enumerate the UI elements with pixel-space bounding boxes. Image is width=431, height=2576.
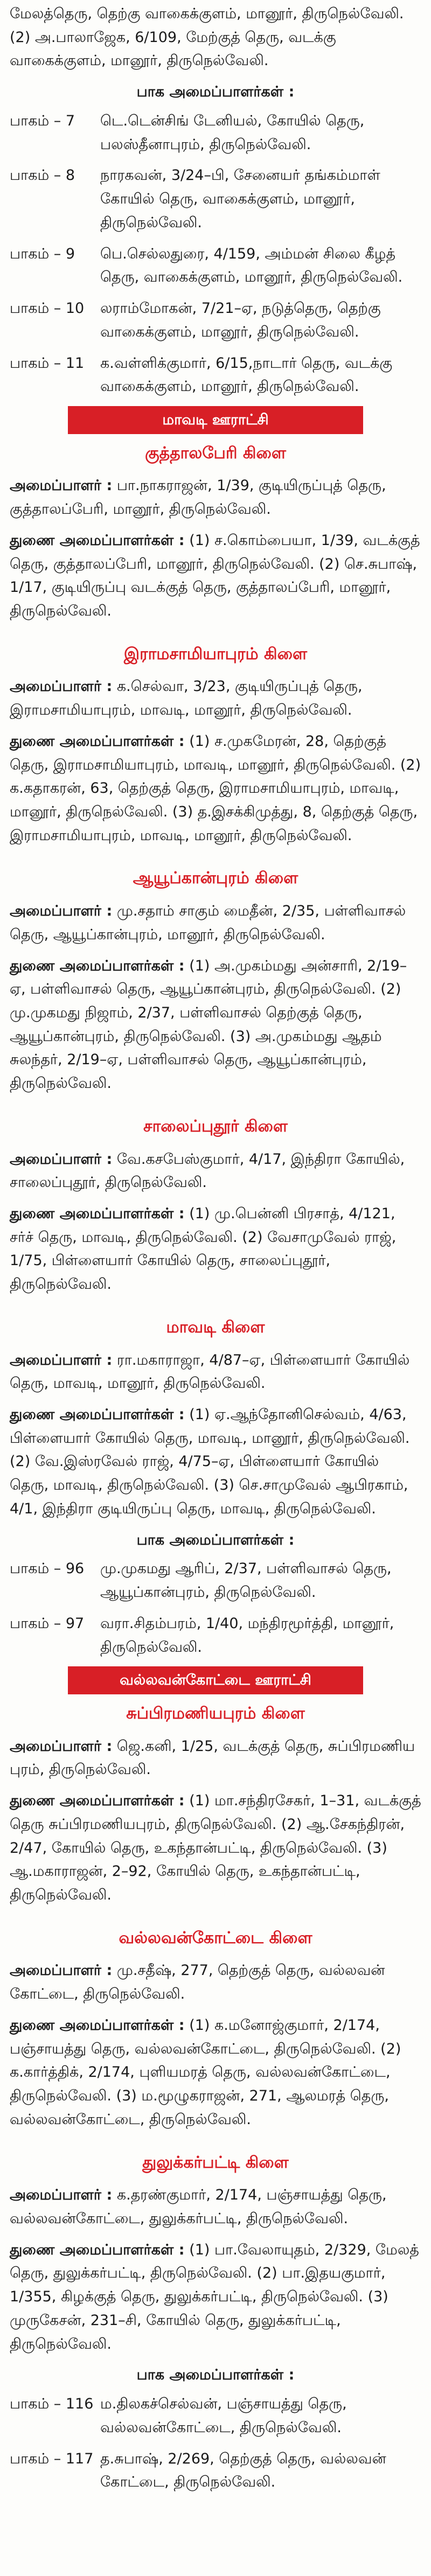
deputies-entry: [10, 2014, 421, 2132]
deputies-label: துணை அமைப்பாளர்கள் :: [10, 1406, 185, 1423]
leader-label: அமைப்பாளர் :: [10, 477, 113, 494]
branch-title-kuthalaperi: குத்தாலபேரி கிளை: [145, 443, 286, 463]
bagam-label: பாகம் – 97: [10, 1615, 85, 1632]
leader-text: வே.கசபேஸ்குமார், 4/17, இந்திரா கோயில், சாலைப்புதூர், திருநெல்வேலி.: [10, 1150, 405, 1191]
leader-entry: [10, 2183, 421, 2230]
branch-title-salaipudur: சாலைப்புதூர் கிளை: [143, 1116, 288, 1136]
leader-entry: [10, 1959, 421, 2006]
leader-entry: [10, 1735, 421, 1782]
leader-label: அமைப்பாளர் :: [10, 2187, 113, 2204]
leader-text: மு.சதீஷ், 277, தெற்குத் தெரு, வல்லவன் கோட்டை, திருநெல்வேலி.: [10, 1962, 385, 2003]
leader-label: அமைப்பாளர் :: [10, 678, 113, 695]
lead-paragraph: மேலத்தெரு, தெற்கு வாகைக்குளம், மானூர், திருநெல்வேலி. (2) அ.பாலாஜேக, 6/109, மேற்குத் தெரு, வடக்கு வாகைக்குளம், மானூர், திருநெல்வேலி.: [10, 5, 404, 69]
bagam-value: ம.திலகச்செல்வன், பஞ்சாயத்து தெரு, வல்லவன்கோட்டை, திருநெல்வேலி.: [100, 2396, 347, 2436]
leader-label: அமைப்பாளர் :: [10, 1150, 113, 1168]
bagam-entry: [10, 242, 421, 289]
branch-title-ayuppanpuram: ஆயூப்கான்புரம் கிளை: [133, 869, 298, 888]
panchayat-banner-mavadi: மாவடி ஊராட்சி: [68, 406, 363, 434]
bagam-entry: [10, 1612, 421, 1659]
deputies-text: (1) மா.சந்திரசேகர், 1–31, வடக்குத் தெரு சுப்பிரமணியபுரம், திருநெல்வேலி. (2) ஆ.சேகந்திரன், 2/47, கோயில் தெரு, உகந்தான்பட்டி, திருநெல்வேலி. (3) ஆ.மகாராஜன், 2–92, கோயில் தெரு, உகந்தான்பட்டி, திருநெல்வேலி.: [10, 1792, 421, 1904]
bagam-value: டெ.டென்சிங் டேனியல், கோயில் தெரு, பலஸ்தீனாபுரம், திருநெல்வேலி.: [100, 112, 365, 153]
bagam-entry: [10, 297, 421, 344]
leader-entry: [10, 1349, 421, 1395]
bagam-entry: [10, 109, 421, 156]
branch-title-mavadi: மாவடி கிளை: [166, 1317, 265, 1337]
deputies-entry: [10, 730, 421, 848]
bagam-value: நாரகவன், 3/24–பி, சேனையர் தங்கம்மாள் கோயில் தெரு, வாகைக்குளம், மானூர், திருநெல்வேலி.: [100, 167, 380, 231]
leader-label: அமைப்பாளர் :: [10, 1737, 113, 1755]
deputies-entry: [10, 529, 421, 623]
leader-entry: [10, 899, 421, 946]
bagam-entry: [10, 1557, 421, 1604]
leader-label: அமைப்பாளர் :: [10, 1962, 113, 1979]
bagam-value: லராம்மோகன், 7/21–ஏ, நடுத்தெரு, தெற்கு வாகைக்குளம், மானூர், திருநெல்வேலி.: [100, 300, 381, 340]
bagam-value: க.வள்ளிக்குமார், 6/15,நாடார் தெரு, வடக்கு வாகைக்குளம், மானூர், திருநெல்வேலி.: [100, 354, 393, 395]
bagam-label: பாகம் – 11: [10, 354, 85, 372]
leader-text: ஜெ.கனி, 1/25, வடக்குத் தெரு, சுப்பிரமணிய புரம், திருநெல்வேலி.: [10, 1737, 415, 1778]
deputies-label: துணை அமைப்பாளர்கள் :: [10, 532, 185, 549]
deputies-label: துணை அமைப்பாளர்கள் :: [10, 2241, 185, 2258]
deputies-entry: [10, 1403, 421, 1521]
bagam-label: பாகம் – 7: [10, 112, 75, 129]
deputies-text: (1) ச.முகமேரன், 28, தெற்குத் தெரு, இராமசாமியாபுரம், மாவடி, மானூர், திருநெல்வேலி. (2) க.கதாகரன், 63, தெற்குத் தெரு, இராமசாமியாபுரம், மாவடி, மானூர், திருநெல்வேலி. (3) த.இசக்கிமுத்து, 8, தெற்குத் தெரு, இராமசாமியாபுரம், மாவடி, மானூர், திருநெல்வேலி.: [10, 732, 421, 844]
bagam-label: பாகம் – 9: [10, 245, 75, 262]
branch-title-thulukkarpatti: துலுக்கர்பட்டி கிளை: [142, 2153, 289, 2172]
leader-entry: [10, 675, 421, 722]
bagam-entry: [10, 352, 421, 399]
bagam-heading: பாக அமைப்பாளர்கள் :: [136, 1531, 295, 1548]
leader-text: மு.சதாம் சாகும் மைதீன், 2/35, பள்ளிவாசல் தெரு, ஆயூப்கான்புரம், மானூர், திருநெல்வேலி.: [10, 903, 406, 943]
bagam-label: பாகம் – 117: [10, 2450, 94, 2467]
leader-text: க.தரண்குமார், 2/174, பஞ்சாயத்து தெரு, வல்லவன்கோட்டை, துலுக்கர்பட்டி, திருநெல்வேலி.: [10, 2187, 387, 2227]
deputies-text: (1) மு.பென்னி பிரசாத், 4/121, சர்ச் தெரு, மாவடி, திருநெல்வேலி. (2) வேசாமுவேல் ராஜ், 1/75, பிள்ளையார் கோயில் தெரு, சாலைப்புதூர், திருநெல்வேலி.: [10, 1205, 397, 1293]
deputies-text: (1) ஏ.ஆந்தோனிசெல்வம், 4/63, பிள்ளையார் கோயில் தெரு, மாவடி, மானூர், திருநெல்வேலி. (2) வே.இஸ்ரவேல் ராஜ், 4/75–ஏ, பிள்ளையார் கோயில் தெரு, மாவடி, திருநெல்வேலி. (3) செ.சாமுவேல் ஆபிரகாம், 4/1, இந்திரா குடியிருப்பு தெரு, மாவடி, திருநெல்வேலி.: [10, 1406, 410, 1517]
deputies-text: (1) பா.வேலாயுதம், 2/329, மேலத் தெரு, துலுக்கர்பட்டி, திருநெல்வேலி. (2) பா.இதயகுமார், 1/355, கிழக்குத் தெரு, துலுக்கர்பட்டி, திருநெல்வேலி. (3) முருகேசன், 231–சி, கோயில் தெரு, துலுக்கர்பட்டி, திருநெல்வேலி.: [10, 2241, 419, 2352]
deputies-text: (1) க.மனோஜ்குமார், 2/174, பஞ்சாயத்து தெரு, வல்லவன்கோட்டை, திருநெல்வேலி. (2) க.கார்த்திக், 2/174, புளியமரத் தெரு, வல்லவன்கோட்டை, திருநெல்வேலி. (3) ம.மூழுகராஜன், 271, ஆலமரத் தெரு, வல்லவன்கோட்டை, திருநெல்வேலி.: [10, 2016, 401, 2128]
bagam-label: பாகம் – 8: [10, 167, 75, 184]
deputies-label: துணை அமைப்பாளர்கள் :: [10, 2016, 185, 2034]
deputies-entry: [10, 1789, 421, 1907]
branch-title-subramaniyapuram: சுப்பிரமணியபுரம் கிளை: [126, 1704, 305, 1723]
leader-text: பா.நாகராஜன், 1/39, குடியிருப்புத் தெரு, குத்தாலப்பேரி, மானூர், திருநெல்வேலி.: [10, 477, 386, 518]
panchayat-banner-vallavankottai: வல்லவன்கோட்டை ஊராட்சி: [68, 1666, 363, 1694]
leader-label: அமைப்பாளர் :: [10, 903, 113, 920]
deputies-label: துணை அமைப்பாளர்கள் :: [10, 732, 185, 750]
bagam-heading: பாக அமைப்பாளர்கள் :: [136, 83, 295, 101]
branch-title-vallavankottai: வல்லவன்கோட்டை கிளை: [119, 1928, 312, 1947]
deputies-text: (1) ச.கொம்பையா, 1/39, வடக்குத் தெரு, குத்தாலப்பேரி, மானூர், திருநெல்வேலி. (2) செ.சுபாஷ், 1/17, குடியிருப்பு வடக்குத் தெரு, குத்தாலப்பேரி, மானூர், திருநெல்வேலி.: [10, 532, 420, 620]
bagam-value: த.சுபாஷ், 2/269, தெற்குத் தெரு, வல்லவன் கோட்டை, திருநெல்வேலி.: [100, 2450, 386, 2491]
bagam-heading: பாக அமைப்பாளர்கள் :: [136, 2366, 295, 2384]
leader-entry: [10, 1148, 421, 1195]
bagam-label: பாகம் – 10: [10, 300, 85, 317]
bagam-entry: [10, 2447, 421, 2494]
deputies-label: துணை அமைப்பாளர்கள் :: [10, 1205, 185, 1223]
bagam-label: பாகம் – 116: [10, 2396, 94, 2413]
leader-entry: [10, 474, 421, 521]
deputies-label: துணை அமைப்பாளர்கள் :: [10, 1792, 185, 1810]
bagam-value: மு.முகமது ஆரிப், 2/37, பள்ளிவாசல் தெரு, ஆயூப்கான்புரம், திருநெல்வேலி.: [100, 1560, 392, 1601]
newspaper-column: [0, 2, 431, 2576]
leader-label: அமைப்பாளர் :: [10, 1351, 113, 1369]
bagam-entry: [10, 2392, 421, 2439]
deputies-label: துணை அமைப்பாளர்கள் :: [10, 957, 185, 974]
leader-text: க.செல்வா, 3/23, குடியிருப்புத் தெரு, இராமசாமியாபுரம், மாவடி, மானூர், திருநெல்வேலி.: [10, 678, 363, 719]
deputies-entry: [10, 1202, 421, 1296]
bagam-value: பெ.செல்லதுரை, 4/159, அம்மன் சிலை கீழத் தெரு, வாகைக்குளம், மானூர், திருநெல்வேலி.: [100, 245, 403, 286]
deputies-text: (1) அ.முகம்மது அன்சாரி, 2/19–ஏ, பள்ளிவாசல் தெரு, ஆயூப்கான்புரம், திருநெல்வேலி. (2) மு.முகமது நிஜாம், 2/37, பள்ளிவாசல் தெற்குத் தெரு, ஆயூப்கான்புரம், திருநெல்வேலி. (3) அ.முகம்மது ஆதம் சுலந்தர், 2/19–ஏ, பள்ளிவாசல் தெரு, ஆயூப்கான்புரம், திருநெல்வேலி.: [10, 957, 407, 1092]
bagam-label: பாகம் – 96: [10, 1560, 85, 1577]
deputies-entry: [10, 2238, 421, 2356]
bagam-entry: [10, 164, 421, 234]
branch-title-ramasamiyapuram: இராமசாமியாபுரம் கிளை: [123, 644, 308, 664]
deputies-entry: [10, 954, 421, 1095]
bagam-value: வரா.சிதம்பரம், 1/40, மந்திரமூர்த்தி, மானூர், திருநெல்வேலி.: [100, 1615, 394, 1656]
leader-text: ரா.மகாராஜா, 4/87–ஏ, பிள்ளையார் கோயில் தெரு, மாவடி, மானூர், திருநெல்வேலி.: [10, 1351, 410, 1392]
